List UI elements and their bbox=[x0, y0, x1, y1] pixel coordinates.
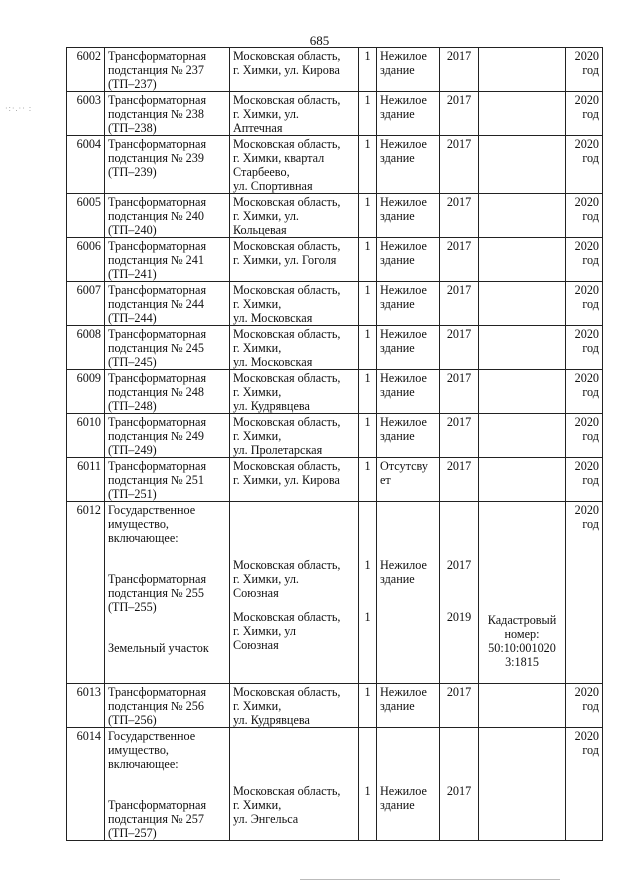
date-cell: 2020 год bbox=[566, 414, 603, 458]
address: Московская область, г. Химки, ул. Московская bbox=[230, 282, 359, 326]
object-name: Трансформаторная подстанция № 248 (ТП–248) bbox=[105, 370, 230, 414]
object-name: Трансформаторная подстанция № 239 (ТП–239) bbox=[105, 136, 230, 194]
object-name: Трансформаторная подстанция № 238 (ТП–238) bbox=[105, 92, 230, 136]
margin-mark: ·:·.·· : bbox=[5, 104, 33, 113]
quantity: 1 bbox=[359, 458, 377, 502]
year: 2017 bbox=[440, 136, 479, 194]
row-number: 6003 bbox=[67, 92, 105, 136]
table-row bbox=[67, 282, 603, 326]
object-name-cell bbox=[105, 502, 230, 684]
registry-body bbox=[67, 48, 603, 841]
status: Отсутсву ет bbox=[377, 458, 440, 502]
table-row bbox=[67, 326, 603, 370]
quantity: 1 bbox=[359, 48, 377, 92]
scan-edge-line bbox=[300, 879, 560, 880]
quantity: 1 bbox=[359, 370, 377, 414]
year: 2019 bbox=[446, 610, 472, 624]
object-name: Трансформаторная подстанция № 257 (ТП–257) bbox=[108, 798, 207, 840]
row-number: 6010 bbox=[67, 414, 105, 458]
status-cell bbox=[377, 502, 440, 684]
cadastral-number bbox=[479, 92, 566, 136]
status: Нежилое здание bbox=[377, 238, 440, 282]
date-cell: 2020 год bbox=[566, 282, 603, 326]
row-number: 6013 bbox=[67, 684, 105, 728]
year: 2017 bbox=[446, 784, 472, 798]
status: Нежилое здание bbox=[377, 136, 440, 194]
table-row bbox=[67, 136, 603, 194]
status: Нежилое здание bbox=[377, 48, 440, 92]
year: 2017 bbox=[440, 282, 479, 326]
address: Московская область, г. Химки, ул. Кудрявцева bbox=[230, 684, 359, 728]
status: Нежилое здание bbox=[377, 414, 440, 458]
cadastral-cell bbox=[479, 684, 566, 728]
object-name: Трансформаторная подстанция № 256 (ТП–256) bbox=[105, 684, 230, 728]
date-cell: 2020 год bbox=[566, 458, 603, 502]
cadastral-number bbox=[479, 414, 566, 458]
row-number: 6002 bbox=[67, 48, 105, 92]
address-cell bbox=[230, 728, 359, 841]
quantity: 1 bbox=[359, 194, 377, 238]
year: 2017 bbox=[440, 370, 479, 414]
year: 2017 bbox=[440, 238, 479, 282]
address: Московская область, г. Химки, ул Союзная bbox=[233, 610, 341, 652]
table-row bbox=[67, 458, 603, 502]
date-cell: 2020 год bbox=[566, 136, 603, 194]
year: 2017 bbox=[446, 558, 472, 572]
table-row bbox=[67, 238, 603, 282]
year-cell bbox=[440, 728, 479, 841]
object-name: Трансформаторная подстанция № 241 (ТП–241) bbox=[105, 238, 230, 282]
status: Нежилое здание bbox=[377, 92, 440, 136]
page-number: 685 bbox=[309, 33, 330, 48]
year: 2017 bbox=[440, 92, 479, 136]
date-cell: 2020 год bbox=[566, 92, 603, 136]
table-row bbox=[67, 48, 603, 92]
year: 2017 bbox=[440, 48, 479, 92]
row-number: 6004 bbox=[67, 136, 105, 194]
address: Московская область, г. Химки, ул. Энгельса bbox=[233, 784, 341, 826]
object-name: Земельный участок bbox=[108, 641, 209, 655]
object-name: Трансформаторная подстанция № 245 (ТП–245) bbox=[105, 326, 230, 370]
address: Московская область, г. Химки, ул. Аптечная bbox=[230, 92, 359, 136]
row-number: 6014 bbox=[67, 728, 105, 841]
object-name: Трансформаторная подстанция № 240 (ТП–240) bbox=[105, 194, 230, 238]
cadastral-number bbox=[479, 282, 566, 326]
row-number: 6007 bbox=[67, 282, 105, 326]
table-row bbox=[67, 194, 603, 238]
row-number: 6009 bbox=[67, 370, 105, 414]
cadastral-number bbox=[479, 458, 566, 502]
status: Нежилое здание bbox=[377, 326, 440, 370]
year: 2017 bbox=[440, 684, 479, 728]
year: 2017 bbox=[440, 326, 479, 370]
quantity: 1 bbox=[359, 414, 377, 458]
cadastral-number bbox=[479, 136, 566, 194]
table-row-6014 bbox=[67, 728, 603, 841]
address: Московская область, г. Химки, ул. Пролетарская bbox=[230, 414, 359, 458]
quantity: 1 bbox=[364, 558, 371, 572]
object-name: Трансформаторная подстанция № 237 (ТП–237) bbox=[105, 48, 230, 92]
date-cell: 2020 год bbox=[566, 728, 603, 841]
cadastral-number: Кадастровый номер: 50:10:001020 3:1815 bbox=[487, 613, 557, 669]
group-header: Государственное имущество, включающее: bbox=[108, 503, 196, 545]
row-number: 6011 bbox=[67, 458, 105, 502]
status: Нежилое здание bbox=[377, 684, 440, 728]
date-cell: 2020 год bbox=[566, 326, 603, 370]
address: Московская область, г. Химки, ул. Кольцевая bbox=[230, 194, 359, 238]
cadastral-number bbox=[479, 238, 566, 282]
quantity: 1 bbox=[359, 282, 377, 326]
cadastral-cell bbox=[479, 728, 566, 841]
address: Московская область, г. Химки, ул. Гоголя bbox=[230, 238, 359, 282]
year-cell bbox=[440, 502, 479, 684]
quantity: 1 bbox=[359, 684, 377, 728]
quantity: 1 bbox=[359, 136, 377, 194]
address: Московская область, г. Химки, ул. Московская bbox=[230, 326, 359, 370]
row-number: 6012 bbox=[67, 502, 105, 684]
address: Московская область, г. Химки, ул. Кирова bbox=[230, 48, 359, 92]
date-cell: 2020 год bbox=[566, 502, 603, 684]
address: Московская область, г. Химки, ул. Кирова bbox=[230, 458, 359, 502]
status-cell bbox=[377, 728, 440, 841]
year: 2017 bbox=[440, 194, 479, 238]
cadastral-number bbox=[479, 194, 566, 238]
address: Московская область, г. Химки, ул. Союзная bbox=[233, 558, 341, 600]
table-row-6013 bbox=[67, 684, 603, 728]
cadastral-cell bbox=[479, 502, 566, 684]
quantity-cell bbox=[359, 728, 377, 841]
table-row-6012 bbox=[67, 502, 603, 684]
quantity: 1 bbox=[359, 92, 377, 136]
status: Нежилое здание bbox=[377, 282, 440, 326]
object-name: Трансформаторная подстанция № 251 (ТП–251) bbox=[105, 458, 230, 502]
date-cell: 2020 год bbox=[566, 238, 603, 282]
date-cell: 2020 год bbox=[566, 48, 603, 92]
address: Московская область, г. Химки, ул. Кудрявцева bbox=[230, 370, 359, 414]
date-cell: 2020 год bbox=[566, 684, 603, 728]
date-cell: 2020 год bbox=[566, 194, 603, 238]
cadastral-number bbox=[479, 326, 566, 370]
table-row bbox=[67, 370, 603, 414]
row-number: 6005 bbox=[67, 194, 105, 238]
status: Нежилое здание bbox=[380, 558, 427, 586]
table-row bbox=[67, 414, 603, 458]
quantity-cell bbox=[359, 502, 377, 684]
quantity: 1 bbox=[359, 238, 377, 282]
quantity: 1 bbox=[364, 610, 371, 624]
cadastral-number bbox=[479, 370, 566, 414]
property-registry-table bbox=[66, 47, 603, 841]
address-cell bbox=[230, 502, 359, 684]
table-row bbox=[67, 92, 603, 136]
status: Нежилое здание bbox=[377, 370, 440, 414]
cadastral-number bbox=[479, 48, 566, 92]
object-name-cell bbox=[105, 728, 230, 841]
object-name: Трансформаторная подстанция № 249 (ТП–249) bbox=[105, 414, 230, 458]
object-name: Трансформаторная подстанция № 244 (ТП–244) bbox=[105, 282, 230, 326]
status: Нежилое здание bbox=[377, 194, 440, 238]
quantity: 1 bbox=[359, 326, 377, 370]
year: 2017 bbox=[440, 458, 479, 502]
object-name: Трансформаторная подстанция № 255 (ТП–255) bbox=[108, 572, 207, 614]
date-cell: 2020 год bbox=[566, 370, 603, 414]
row-number: 6006 bbox=[67, 238, 105, 282]
quantity: 1 bbox=[364, 784, 371, 798]
group-header: Государственное имущество, включающее: bbox=[108, 729, 196, 771]
year: 2017 bbox=[440, 414, 479, 458]
status: Нежилое здание bbox=[380, 784, 427, 812]
address: Московская область, г. Химки, квартал Старбеево, ул. Спортивная bbox=[230, 136, 359, 194]
row-number: 6008 bbox=[67, 326, 105, 370]
